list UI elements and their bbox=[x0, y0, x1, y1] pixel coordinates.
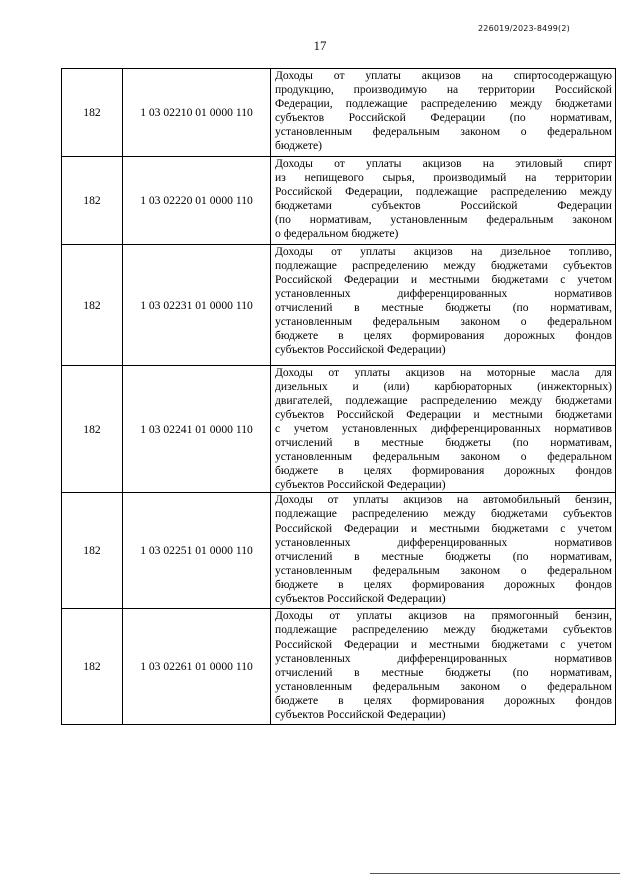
description-line: отчислений в местные бюджеты (по нормативам, bbox=[275, 301, 612, 315]
description-line: о федеральном бюджете) bbox=[275, 227, 399, 241]
admin-code-cell: 182 bbox=[62, 157, 123, 245]
description-line: субъектов Российской Федерации) bbox=[275, 707, 446, 721]
description-line: Российской Федерации и местными бюджетами с учетом bbox=[275, 273, 612, 287]
description-line: Доходы от уплаты акцизов на дизельное топливо, bbox=[275, 245, 612, 258]
description-line: дизельных и (или) карбюраторных (инжекторных) bbox=[275, 380, 612, 394]
description-line: двигателей, подлежащие распределению между бюджетами bbox=[275, 394, 612, 408]
description-cell bbox=[271, 366, 616, 493]
description-line: бюджете в целях формирования дорожных фондов bbox=[275, 693, 612, 707]
admin-code-cell: 182 bbox=[62, 69, 123, 157]
description-line: продукцию, производимую на территории Российской bbox=[275, 83, 612, 97]
budget-code-cell: 1 03 02231 01 0000 110 bbox=[123, 245, 271, 366]
description-line: Доходы от уплаты акцизов на этиловый спирт bbox=[275, 157, 612, 170]
description-line: из непищевого сырья, производимый на территории bbox=[275, 171, 612, 185]
description-line: Доходы от уплаты акцизов на автомобильный бензин, bbox=[275, 493, 612, 507]
table-row bbox=[62, 493, 616, 609]
description-line: субъектов Российской Федерации) bbox=[275, 343, 446, 357]
description-line: субъектов Российской Федерации) bbox=[275, 478, 446, 492]
description-line: Федерации, подлежащие распределению между бюджетами bbox=[275, 97, 612, 111]
description-line: (по нормативам, установленным федеральным законом bbox=[275, 213, 612, 227]
description-text bbox=[275, 245, 612, 357]
budget-code-cell: 1 03 02220 01 0000 110 bbox=[123, 157, 271, 245]
admin-code-cell: 182 bbox=[62, 493, 123, 609]
admin-code-cell: 182 bbox=[62, 609, 123, 725]
budget-code-cell: 1 03 02241 01 0000 110 bbox=[123, 366, 271, 493]
budget-code-cell: 1 03 02251 01 0000 110 bbox=[123, 493, 271, 609]
description-cell bbox=[271, 245, 616, 366]
description-text bbox=[275, 493, 612, 605]
description-line: отчислений в местные бюджеты (по нормативам, bbox=[275, 665, 612, 679]
description-line: Доходы от уплаты акцизов на прямогонный бензин, bbox=[275, 609, 612, 623]
description-line: установленным федеральным законом о федеральном bbox=[275, 315, 612, 329]
table-row bbox=[62, 366, 616, 493]
description-text bbox=[275, 157, 612, 241]
description-line: отчислений в местные бюджеты (по нормативам, bbox=[275, 549, 612, 563]
revenue-table bbox=[61, 68, 616, 725]
description-line: субъектов Российской Федерации (по нормативам, bbox=[275, 111, 612, 125]
description-line: установленным федеральным законом о федеральном bbox=[275, 125, 612, 139]
description-line: подлежащие распределению между бюджетами субъектов bbox=[275, 623, 612, 637]
description-line: бюджете в целях формирования дорожных фондов bbox=[275, 329, 612, 343]
table-row bbox=[62, 245, 616, 366]
description-line: установленным федеральным законом о федеральном bbox=[275, 679, 612, 693]
description-line: с учетом установленных дифференцированных нормативов bbox=[275, 422, 612, 436]
description-cell bbox=[271, 69, 616, 157]
description-line: установленным федеральным законом о федеральном bbox=[275, 563, 612, 577]
description-line: субъектов Российской Федерации и местными бюджетами bbox=[275, 408, 612, 422]
description-text bbox=[275, 609, 612, 721]
description-line: бюджете в целях формирования дорожных фондов bbox=[275, 464, 612, 478]
page-number: 17 bbox=[313, 38, 327, 53]
description-cell bbox=[271, 493, 616, 609]
table-row bbox=[62, 609, 616, 725]
description-line: бюджете в целях формирования дорожных фондов bbox=[275, 577, 612, 591]
admin-code-cell: 182 bbox=[62, 366, 123, 493]
document-id: 226019/2023-8499(2) bbox=[478, 24, 570, 33]
description-line: установленных дифференцированных нормативов bbox=[275, 651, 612, 665]
description-cell bbox=[271, 609, 616, 725]
description-line: бюджете) bbox=[275, 139, 322, 153]
description-line: бюджетами субъектов Российской Федерации bbox=[275, 199, 612, 213]
description-line: подлежащие распределению между бюджетами субъектов bbox=[275, 507, 612, 521]
description-text bbox=[275, 366, 612, 492]
description-line: отчислений в местные бюджеты (по нормативам, bbox=[275, 436, 612, 450]
description-line: установленных дифференцированных нормативов bbox=[275, 287, 612, 301]
description-cell bbox=[271, 157, 616, 245]
budget-code-cell: 1 03 02261 01 0000 110 bbox=[123, 609, 271, 725]
description-line: установленных дифференцированных нормативов bbox=[275, 535, 612, 549]
description-line: Российской Федерации и местными бюджетами с учетом bbox=[275, 637, 612, 651]
table-row bbox=[62, 157, 616, 245]
description-line: подлежащие распределению между бюджетами субъектов bbox=[275, 259, 612, 273]
table-row bbox=[62, 69, 616, 157]
description-line: субъектов Российской Федерации) bbox=[275, 591, 446, 605]
description-text bbox=[275, 69, 612, 153]
description-line: Доходы от уплаты акцизов на моторные масла для bbox=[275, 366, 612, 379]
budget-code-cell: 1 03 02210 01 0000 110 bbox=[123, 69, 271, 157]
description-line: установленным федеральным законом о федеральном bbox=[275, 450, 612, 464]
description-line: Российской Федерации и местными бюджетами с учетом bbox=[275, 521, 612, 535]
description-line: Российской Федерации, подлежащие распределению между bbox=[275, 185, 612, 199]
footer-rule bbox=[370, 873, 620, 874]
admin-code-cell: 182 bbox=[62, 245, 123, 366]
description-line: Доходы от уплаты акцизов на спиртосодержащую bbox=[275, 69, 612, 82]
